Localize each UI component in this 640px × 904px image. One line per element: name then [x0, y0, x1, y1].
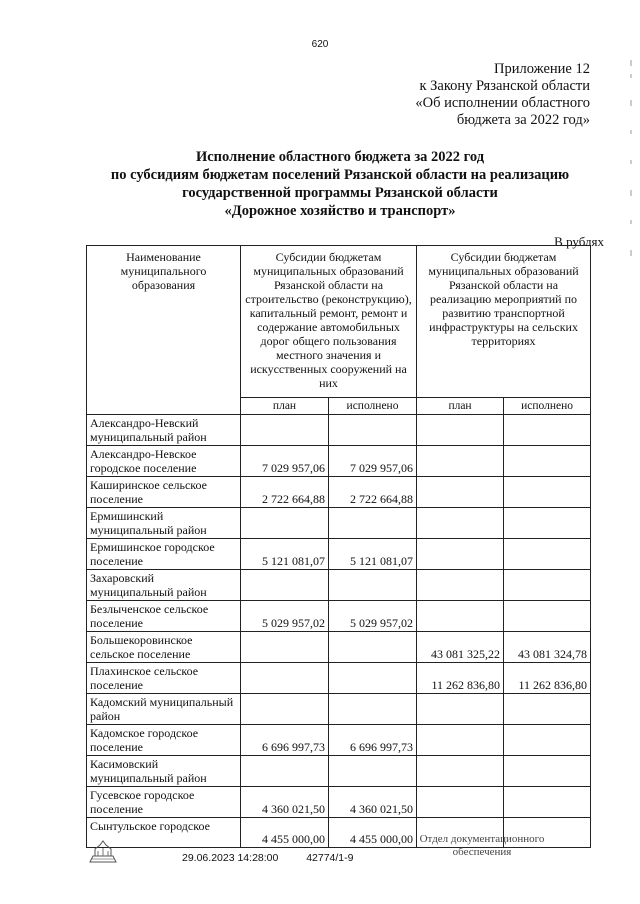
transport-executed-value — [504, 446, 591, 477]
road-executed-value: 4 455 000,00 — [329, 818, 417, 848]
appendix-note — [415, 61, 590, 129]
column-header-name: Наименование муниципального образования — [87, 246, 241, 415]
transport-executed-value — [504, 415, 591, 446]
transport-plan-value — [417, 539, 504, 570]
road-executed-value: 6 696 997,73 — [329, 725, 417, 756]
units-label: В рублях — [554, 234, 604, 249]
coat-of-arms-icon — [86, 838, 120, 864]
road-executed-value — [329, 632, 417, 663]
appendix-line: бюджета за 2022 год» — [456, 112, 590, 128]
transport-executed-value — [504, 570, 591, 601]
stamp-line: Отдел документационного — [419, 833, 545, 845]
district-name: Ермишинский муниципальный район — [87, 508, 241, 539]
column-header-transport-subsidies: Субсидии бюджетам муниципальных образований Рязанской области на реализацию мероприятий по развитию транспортной инфраструктуры на сельских территориях — [417, 246, 591, 398]
transport-executed-value — [504, 694, 591, 725]
road-plan-value: 6 696 997,73 — [241, 725, 329, 756]
settlement-name: Каширинское сельское поселение — [87, 477, 241, 508]
subheader-plan: план — [417, 398, 504, 415]
road-executed-value — [329, 756, 417, 787]
road-plan-value — [241, 756, 329, 787]
district-name: Захаровский муниципальный район — [87, 570, 241, 601]
settlement-name: Сынтульское городское — [87, 818, 241, 848]
transport-executed-value: 11 262 836,80 — [504, 663, 591, 694]
document-title — [60, 148, 620, 220]
title-line: по субсидиям бюджетам поселений Рязанской области на реализацию — [110, 167, 570, 183]
road-executed-value — [329, 663, 417, 694]
road-executed-value: 7 029 957,06 — [329, 446, 417, 477]
margin-stamp-mark — [628, 60, 634, 260]
road-plan-value: 7 029 957,06 — [241, 446, 329, 477]
road-plan-value: 5 121 081,07 — [241, 539, 329, 570]
district-row — [87, 694, 591, 725]
transport-plan-value — [417, 694, 504, 725]
table-body — [87, 415, 591, 848]
transport-plan-value — [417, 415, 504, 446]
settlement-row — [87, 539, 591, 570]
district-name: Кадомский муниципальный район — [87, 694, 241, 725]
transport-plan-value: 11 262 836,80 — [417, 663, 504, 694]
subheader-executed: исполнено — [329, 398, 417, 415]
road-plan-value — [241, 663, 329, 694]
transport-executed-value — [504, 508, 591, 539]
appendix-line: к Закону Рязанской области — [419, 78, 590, 94]
title-line: государственной программы Рязанской области — [182, 185, 498, 201]
transport-executed-value — [504, 477, 591, 508]
road-plan-value — [241, 570, 329, 601]
transport-executed-value — [504, 756, 591, 787]
transport-executed-value — [504, 601, 591, 632]
transport-plan-value — [417, 725, 504, 756]
road-plan-value — [241, 694, 329, 725]
road-executed-value — [329, 694, 417, 725]
road-plan-value — [241, 632, 329, 663]
district-row — [87, 508, 591, 539]
road-executed-value — [329, 570, 417, 601]
transport-plan-value — [417, 756, 504, 787]
title-line: Исполнение областного бюджета за 2022 год — [195, 149, 485, 165]
subheader-executed: исполнено — [504, 398, 591, 415]
appendix-line: «Об исполнении областного — [415, 95, 590, 111]
transport-plan-value — [417, 601, 504, 632]
footer-meta — [182, 852, 353, 864]
road-plan-value — [241, 415, 329, 446]
appendix-line: Приложение 12 — [494, 61, 590, 77]
transport-executed-value — [504, 539, 591, 570]
stamp-line: обеспечения — [452, 846, 512, 858]
settlement-row — [87, 725, 591, 756]
transport-plan-value: 43 081 325,22 — [417, 632, 504, 663]
settlement-name: Плахинское сельское поселение — [87, 663, 241, 694]
road-executed-value: 5 121 081,07 — [329, 539, 417, 570]
settlement-name: Гусевское городское поселение — [87, 787, 241, 818]
transport-plan-value — [417, 446, 504, 477]
settlement-row — [87, 663, 591, 694]
district-row — [87, 415, 591, 446]
road-executed-value: 4 360 021,50 — [329, 787, 417, 818]
transport-executed-value — [504, 725, 591, 756]
budget-table — [86, 245, 591, 848]
settlement-row — [87, 787, 591, 818]
settlement-name: Кадомское городское поселение — [87, 725, 241, 756]
road-executed-value — [329, 508, 417, 539]
district-row — [87, 570, 591, 601]
transport-plan-value — [417, 570, 504, 601]
footer-doc-number: 42774/1-9 — [306, 852, 354, 864]
transport-plan-value — [417, 477, 504, 508]
settlement-row — [87, 477, 591, 508]
district-row — [87, 756, 591, 787]
district-name: Касимовский муниципальный район — [87, 756, 241, 787]
road-executed-value — [329, 415, 417, 446]
road-executed-value: 5 029 957,02 — [329, 601, 417, 632]
settlement-name: Александро-Невское городское поселение — [87, 446, 241, 477]
transport-executed-value — [504, 787, 591, 818]
settlement-row — [87, 601, 591, 632]
road-plan-value: 2 722 664,88 — [241, 477, 329, 508]
road-plan-value — [241, 508, 329, 539]
road-plan-value: 4 360 021,50 — [241, 787, 329, 818]
settlement-row — [87, 632, 591, 663]
settlement-name: Большекоровинское сельское поселение — [87, 632, 241, 663]
column-header-road-subsidies: Субсидии бюджетам муниципальных образований Рязанской области на строительство (реконструкцию), капитальный ремонт, ремонт и содержание автомобильных дорог общего пользования местного значения и искусственных сооружений на них — [241, 246, 417, 398]
district-name: Александро-Невский муниципальный район — [87, 415, 241, 446]
transport-plan-value — [417, 508, 504, 539]
settlement-name: Безлыченское сельское поселение — [87, 601, 241, 632]
page-number: 620 — [311, 39, 329, 50]
subheader-plan: план — [241, 398, 329, 415]
road-plan-value: 5 029 957,02 — [241, 601, 329, 632]
department-stamp — [402, 833, 562, 859]
transport-plan-value — [417, 787, 504, 818]
road-executed-value: 2 722 664,88 — [329, 477, 417, 508]
transport-executed-value: 43 081 324,78 — [504, 632, 591, 663]
road-plan-value: 4 455 000,00 — [241, 818, 329, 848]
settlement-row — [87, 446, 591, 477]
settlement-name: Ермишинское городское поселение — [87, 539, 241, 570]
footer-timestamp: 29.06.2023 14:28:00 — [182, 852, 279, 864]
title-line: «Дорожное хозяйство и транспорт» — [224, 203, 456, 219]
